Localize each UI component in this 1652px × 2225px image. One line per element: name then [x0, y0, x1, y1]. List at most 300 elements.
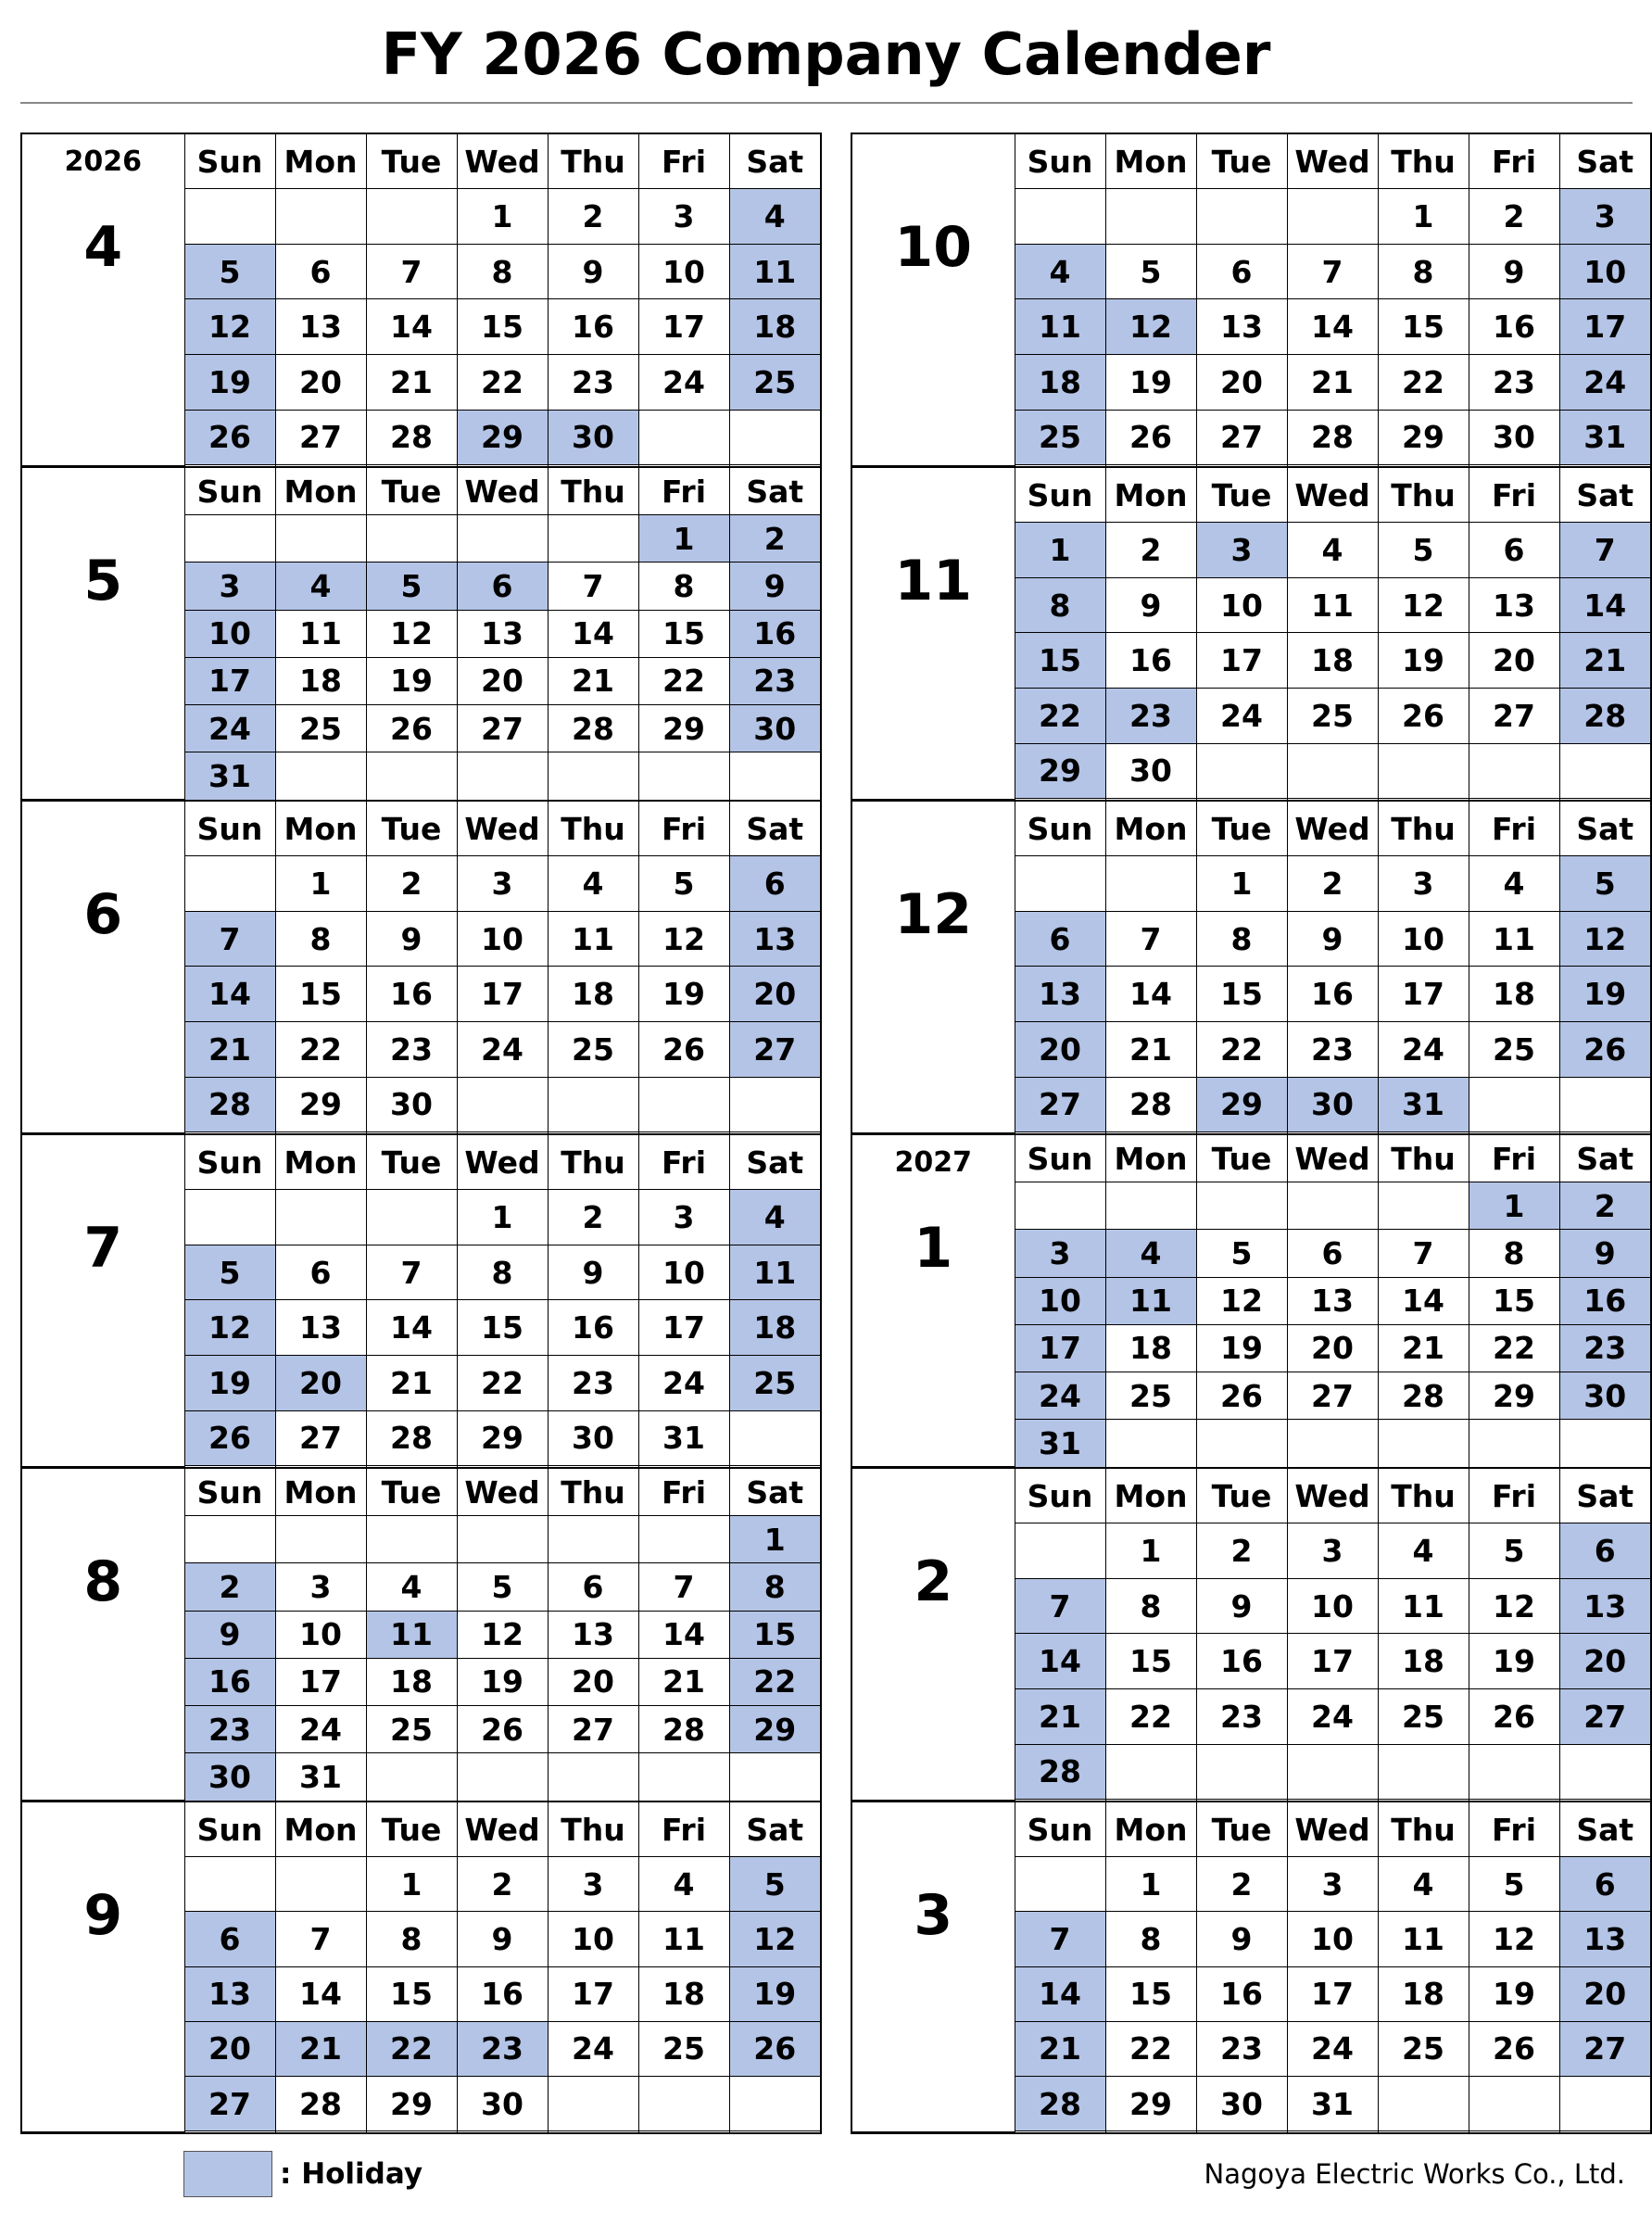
weekday-header: Tue: [1196, 1135, 1287, 1182]
day-cell: 5: [1469, 1857, 1559, 1912]
empty-day-cell: [729, 410, 820, 465]
holiday-day-cell: 19: [729, 1966, 820, 2021]
day-cell: 14: [638, 1611, 729, 1658]
empty-day-cell: [1105, 1420, 1196, 1467]
empty-day-cell: [366, 1190, 457, 1245]
holiday-day-cell: 7: [1559, 523, 1650, 578]
day-cell: 30: [366, 1077, 457, 1132]
empty-day-cell: [729, 752, 820, 800]
empty-day-cell: [184, 856, 275, 912]
empty-day-cell: [275, 189, 366, 245]
day-cell: 15: [275, 967, 366, 1022]
day-cell: 18: [1378, 1966, 1469, 2021]
weekday-header: Mon: [1105, 1802, 1196, 1857]
day-cell: 28: [548, 705, 638, 752]
empty-day-cell: [1287, 2131, 1378, 2132]
day-cell: 5: [1378, 523, 1469, 578]
weekday-header: Thu: [1378, 1469, 1469, 1523]
weekday-header: Tue: [366, 134, 457, 189]
day-cell: 19: [1196, 1324, 1287, 1372]
holiday-day-cell: 11: [729, 1245, 820, 1300]
empty-day-cell: [1469, 1744, 1559, 1800]
month-number: 7: [83, 1216, 123, 1281]
weekday-header: Thu: [548, 468, 638, 515]
weekday-header: Wed: [457, 1802, 548, 1857]
day-cell: 1: [457, 1190, 548, 1245]
day-cell: 28: [1378, 1372, 1469, 1420]
day-cell: 18: [548, 967, 638, 1022]
weekday-header: Mon: [1105, 802, 1196, 856]
day-cell: 1: [457, 189, 548, 245]
day-cell: 2: [457, 1857, 548, 1912]
empty-day-cell: [457, 2131, 548, 2132]
holiday-day-cell: 4: [1105, 1230, 1196, 1277]
day-cell: 11: [548, 911, 638, 967]
day-cell: 31: [275, 1753, 366, 1801]
empty-day-cell: [184, 515, 275, 563]
empty-day-cell: [1378, 1182, 1469, 1230]
weekday-header: Wed: [1287, 1469, 1378, 1523]
weekday-header: Sun: [184, 1469, 275, 1516]
day-cell: 18: [275, 657, 366, 704]
weekday-header: Fri: [1469, 134, 1559, 189]
holiday-day-cell: 31: [1559, 410, 1650, 465]
day-cell: 4: [638, 1857, 729, 1912]
holiday-day-cell: 17: [1559, 299, 1650, 355]
day-cell: 27: [1287, 1372, 1378, 1420]
title-divider: [20, 102, 1633, 104]
day-cell: 14: [366, 1300, 457, 1356]
holiday-day-cell: 19: [1559, 967, 1650, 1022]
day-cell: 8: [275, 911, 366, 967]
day-cell: 19: [638, 967, 729, 1022]
weekday-header: Wed: [457, 1469, 548, 1516]
day-cell: 19: [1469, 1966, 1559, 2021]
day-cell: 16: [1196, 1634, 1287, 1689]
day-cell: 18: [1469, 967, 1559, 1022]
holiday-day-cell: 6: [1559, 1857, 1650, 1912]
holiday-day-cell: 28: [1015, 2077, 1105, 2131]
month-block: [20, 1801, 822, 2134]
empty-day-cell: [548, 515, 638, 563]
day-cell: 31: [1287, 2077, 1378, 2131]
empty-day-cell: [366, 1753, 457, 1801]
day-cell: 17: [548, 1966, 638, 2021]
weekday-header: Tue: [366, 468, 457, 515]
holiday-legend-swatch: [183, 2151, 272, 2197]
weekday-header: Fri: [638, 802, 729, 856]
day-cell: 27: [275, 1410, 366, 1466]
weekday-header: Thu: [1378, 468, 1469, 523]
day-cell: 3: [1287, 1523, 1378, 1579]
weekday-header: Sun: [184, 802, 275, 856]
day-cell: 23: [366, 1022, 457, 1078]
page-title: FY 2026 Company Calender: [381, 20, 1271, 88]
empty-day-cell: [729, 2131, 820, 2132]
empty-day-cell: [1287, 1744, 1378, 1800]
empty-day-cell: [457, 1077, 548, 1132]
day-cell: 16: [1105, 633, 1196, 689]
day-cell: 8: [638, 563, 729, 610]
holiday-day-cell: 18: [729, 299, 820, 355]
weekday-header: Mon: [1105, 1135, 1196, 1182]
holiday-day-cell: 27: [184, 2077, 275, 2131]
holiday-day-cell: 18: [729, 1300, 820, 1356]
day-cell: 7: [1378, 1230, 1469, 1277]
day-cell: 24: [457, 1022, 548, 1078]
month-number: 5: [83, 549, 123, 613]
day-cell: 21: [638, 1658, 729, 1705]
weekday-header: Fri: [638, 1469, 729, 1516]
day-cell: 25: [366, 1706, 457, 1753]
day-cell: 21: [366, 1356, 457, 1411]
holiday-day-cell: 30: [729, 705, 820, 752]
day-cell: 3: [275, 1563, 366, 1611]
empty-day-cell: [457, 1516, 548, 1563]
holiday-day-cell: 8: [1015, 577, 1105, 633]
holiday-day-cell: 20: [184, 2021, 275, 2076]
holiday-day-cell: 22: [1015, 689, 1105, 744]
empty-day-cell: [638, 752, 729, 800]
day-cell: 30: [1105, 743, 1196, 799]
day-cell: 3: [548, 1857, 638, 1912]
empty-day-cell: [275, 1857, 366, 1912]
holiday-day-cell: 14: [184, 967, 275, 1022]
empty-day-cell: [1469, 1420, 1559, 1467]
day-cell: 15: [1378, 299, 1469, 355]
holiday-day-cell: 16: [729, 610, 820, 657]
month-block: [20, 800, 822, 1135]
empty-day-cell: [638, 1077, 729, 1132]
day-cell: 7: [1105, 911, 1196, 967]
day-cell: 2: [1105, 523, 1196, 578]
day-cell: 18: [1105, 1324, 1196, 1372]
holiday-day-cell: 25: [729, 355, 820, 411]
holiday-day-cell: 15: [1015, 633, 1105, 689]
day-cell: 7: [1287, 244, 1378, 299]
day-cell: 31: [638, 1410, 729, 1466]
day-cell: 25: [1378, 2021, 1469, 2076]
weekday-header: Fri: [1469, 1802, 1559, 1857]
day-cell: 15: [1105, 1966, 1196, 2021]
day-cell: 20: [457, 657, 548, 704]
holiday-day-cell: 25: [729, 1356, 820, 1411]
day-cell: 11: [1378, 1912, 1469, 1966]
weekday-header: Fri: [638, 468, 729, 515]
empty-day-cell: [1559, 2077, 1650, 2131]
day-cell: 1: [1105, 1857, 1196, 1912]
day-cell: 26: [1469, 1689, 1559, 1745]
holiday-day-cell: 24: [1015, 1372, 1105, 1420]
holiday-day-cell: 14: [1015, 1634, 1105, 1689]
day-cell: 15: [457, 299, 548, 355]
day-cell: 29: [1469, 1372, 1559, 1420]
weekday-header: Mon: [275, 1469, 366, 1516]
weekday-header: Thu: [548, 1469, 638, 1516]
holiday-day-cell: 23: [1105, 689, 1196, 744]
empty-day-cell: [1105, 1182, 1196, 1230]
weekday-header: Tue: [1196, 802, 1287, 856]
holiday-day-cell: 27: [1559, 1689, 1650, 1745]
day-cell: 15: [638, 610, 729, 657]
day-cell: 14: [275, 1966, 366, 2021]
holiday-day-cell: 5: [1559, 856, 1650, 912]
holiday-day-cell: 17: [184, 657, 275, 704]
holiday-day-cell: 12: [184, 299, 275, 355]
weekday-header: Sat: [1559, 1135, 1650, 1182]
month-block: [20, 133, 822, 468]
weekday-header: Sat: [1559, 1469, 1650, 1523]
day-cell: 27: [1196, 410, 1287, 465]
day-cell: 28: [1287, 410, 1378, 465]
day-cell: 26: [457, 1706, 548, 1753]
day-cell: 6: [1196, 244, 1287, 299]
empty-day-cell: [457, 515, 548, 563]
holiday-day-cell: 4: [729, 189, 820, 245]
holiday-day-cell: 23: [729, 657, 820, 704]
empty-day-cell: [1015, 1523, 1105, 1579]
day-cell: 20: [1469, 633, 1559, 689]
day-cell: 11: [275, 610, 366, 657]
holiday-day-cell: 20: [1559, 1634, 1650, 1689]
weekday-header: Sun: [1015, 468, 1105, 523]
day-cell: 14: [548, 610, 638, 657]
weekday-header: Tue: [366, 1135, 457, 1190]
empty-day-cell: [184, 1857, 275, 1912]
day-cell: 17: [1196, 633, 1287, 689]
empty-day-cell: [366, 752, 457, 800]
holiday-day-cell: 31: [1015, 1420, 1105, 1467]
holiday-day-cell: 22: [366, 2021, 457, 2076]
day-cell: 12: [366, 610, 457, 657]
day-cell: 6: [1287, 1230, 1378, 1277]
day-cell: 21: [366, 355, 457, 411]
day-cell: 2: [548, 1190, 638, 1245]
day-cell: 10: [1287, 1912, 1378, 1966]
day-cell: 3: [638, 189, 729, 245]
empty-day-cell: [275, 515, 366, 563]
day-cell: 13: [1287, 1277, 1378, 1324]
holiday-day-cell: 20: [1559, 1966, 1650, 2021]
empty-day-cell: [1469, 1077, 1559, 1132]
day-cell: 16: [548, 1300, 638, 1356]
empty-day-cell: [1196, 1182, 1287, 1230]
holiday-day-cell: 6: [1015, 911, 1105, 967]
day-cell: 2: [548, 189, 638, 245]
month-block: [851, 1467, 1652, 1802]
weekday-header: Fri: [638, 134, 729, 189]
empty-day-cell: [729, 1410, 820, 1466]
day-cell: 22: [1469, 1324, 1559, 1372]
day-cell: 24: [638, 355, 729, 411]
day-cell: 8: [366, 1912, 457, 1966]
month-number: 4: [83, 215, 123, 280]
day-cell: 25: [1105, 1372, 1196, 1420]
day-cell: 7: [366, 1245, 457, 1300]
empty-day-cell: [1196, 2131, 1287, 2132]
empty-day-cell: [548, 2131, 638, 2132]
holiday-day-cell: 11: [366, 1611, 457, 1658]
weekday-header: Wed: [457, 1135, 548, 1190]
weekday-header: Sat: [729, 1469, 820, 1516]
empty-day-cell: [1105, 1744, 1196, 1800]
empty-day-cell: [457, 1753, 548, 1801]
holiday-day-cell: 26: [184, 410, 275, 465]
day-cell: 13: [275, 299, 366, 355]
empty-day-cell: [1559, 1077, 1650, 1132]
day-cell: 20: [275, 355, 366, 411]
day-cell: 17: [638, 1300, 729, 1356]
day-cell: 15: [1105, 1634, 1196, 1689]
month-label-cell: [852, 1469, 1015, 1801]
month-block: [851, 133, 1652, 468]
holiday-day-cell: 3: [1559, 189, 1650, 245]
empty-day-cell: [275, 1516, 366, 1563]
day-cell: 27: [457, 705, 548, 752]
day-cell: 17: [1287, 1966, 1378, 2021]
empty-day-cell: [1559, 1744, 1650, 1800]
day-cell: 6: [548, 1563, 638, 1611]
holiday-day-cell: 6: [457, 563, 548, 610]
weekday-header: Sun: [1015, 1135, 1105, 1182]
day-cell: 7: [275, 1912, 366, 1966]
weekday-header: Fri: [1469, 1135, 1559, 1182]
empty-day-cell: [1015, 1857, 1105, 1912]
empty-day-cell: [275, 2131, 366, 2132]
year-label: 2026: [64, 145, 142, 178]
day-cell: 9: [1196, 1912, 1287, 1966]
weekday-header: Thu: [548, 1135, 638, 1190]
empty-day-cell: [275, 752, 366, 800]
day-cell: 8: [1105, 1578, 1196, 1634]
day-cell: 22: [1378, 355, 1469, 411]
day-cell: 19: [1105, 355, 1196, 411]
empty-day-cell: [1196, 743, 1287, 799]
weekday-header: Tue: [366, 802, 457, 856]
year-label: 2027: [894, 1146, 972, 1179]
month-label-cell: [852, 1135, 1015, 1467]
holiday-day-cell: 16: [1559, 1277, 1650, 1324]
empty-day-cell: [1196, 1420, 1287, 1467]
empty-day-cell: [729, 1753, 820, 1801]
holiday-day-cell: 26: [184, 1410, 275, 1466]
day-cell: 15: [1469, 1277, 1559, 1324]
holiday-day-cell: 23: [184, 1706, 275, 1753]
month-block: [851, 466, 1652, 802]
month-label-cell: [22, 802, 184, 1133]
day-cell: 18: [366, 1658, 457, 1705]
month-number: 9: [83, 1883, 123, 1948]
day-cell: 15: [457, 1300, 548, 1356]
day-cell: 3: [638, 1190, 729, 1245]
empty-day-cell: [548, 1516, 638, 1563]
month-number: 11: [894, 549, 972, 613]
holiday-day-cell: 12: [1559, 911, 1650, 967]
day-cell: 25: [1287, 689, 1378, 744]
day-cell: 22: [1196, 1022, 1287, 1078]
day-cell: 24: [275, 1706, 366, 1753]
day-cell: 21: [1378, 1324, 1469, 1372]
holiday-day-cell: 21: [1015, 1689, 1105, 1745]
weekday-header: Wed: [457, 134, 548, 189]
day-cell: 15: [366, 1966, 457, 2021]
day-cell: 28: [1105, 1077, 1196, 1132]
weekday-header: Sun: [184, 134, 275, 189]
day-cell: 22: [1105, 1689, 1196, 1745]
day-cell: 24: [1196, 689, 1287, 744]
day-cell: 1: [366, 1857, 457, 1912]
day-cell: 18: [1287, 633, 1378, 689]
day-cell: 12: [1196, 1277, 1287, 1324]
holiday-day-cell: 21: [1559, 633, 1650, 689]
empty-day-cell: [1015, 2131, 1105, 2132]
holiday-day-cell: 27: [729, 1022, 820, 1078]
holiday-day-cell: 3: [1196, 523, 1287, 578]
weekday-header: Tue: [1196, 1469, 1287, 1523]
empty-day-cell: [638, 1753, 729, 1801]
month-label-cell: [852, 468, 1015, 800]
day-cell: 15: [1196, 967, 1287, 1022]
day-cell: 27: [275, 410, 366, 465]
holiday-day-cell: 1: [729, 1516, 820, 1563]
holiday-day-cell: 21: [1015, 2021, 1105, 2076]
weekday-header: Thu: [548, 802, 638, 856]
day-cell: 10: [638, 244, 729, 299]
holiday-day-cell: 12: [729, 1912, 820, 1966]
day-cell: 6: [275, 244, 366, 299]
holiday-day-cell: 3: [1015, 1230, 1105, 1277]
holiday-day-cell: 7: [1015, 1912, 1105, 1966]
month-label-cell: [22, 468, 184, 800]
month-number: 10: [894, 215, 972, 280]
day-cell: 13: [548, 1611, 638, 1658]
day-cell: 8: [1378, 244, 1469, 299]
empty-day-cell: [184, 2131, 275, 2132]
weekday-header: Thu: [1378, 1135, 1469, 1182]
day-cell: 10: [275, 1611, 366, 1658]
day-cell: 29: [457, 1410, 548, 1466]
holiday-day-cell: 28: [1015, 1744, 1105, 1800]
holiday-day-cell: 29: [1196, 1077, 1287, 1132]
day-cell: 13: [1469, 577, 1559, 633]
weekday-header: Fri: [638, 1802, 729, 1857]
day-cell: 23: [1196, 1689, 1287, 1745]
weekday-header: Sun: [1015, 134, 1105, 189]
empty-day-cell: [638, 2077, 729, 2131]
holiday-day-cell: 30: [548, 410, 638, 465]
holiday-day-cell: 17: [1015, 1324, 1105, 1372]
day-cell: 8: [1105, 1912, 1196, 1966]
day-cell: 2: [1287, 856, 1378, 912]
holiday-day-cell: 18: [1015, 355, 1105, 411]
empty-day-cell: [1559, 1420, 1650, 1467]
holiday-day-cell: 10: [184, 610, 275, 657]
holiday-day-cell: 14: [1559, 577, 1650, 633]
day-cell: 7: [548, 563, 638, 610]
day-cell: 9: [548, 244, 638, 299]
empty-day-cell: [1469, 743, 1559, 799]
empty-day-cell: [1105, 2131, 1196, 2132]
month-label-cell: [22, 1802, 184, 2132]
holiday-day-cell: 12: [1105, 299, 1196, 355]
weekday-header: Thu: [1378, 134, 1469, 189]
empty-day-cell: [366, 1516, 457, 1563]
day-cell: 11: [1287, 577, 1378, 633]
month-block: [851, 1801, 1652, 2134]
month-block: [20, 1133, 822, 1469]
empty-day-cell: [1015, 856, 1105, 912]
day-cell: 10: [1196, 577, 1287, 633]
